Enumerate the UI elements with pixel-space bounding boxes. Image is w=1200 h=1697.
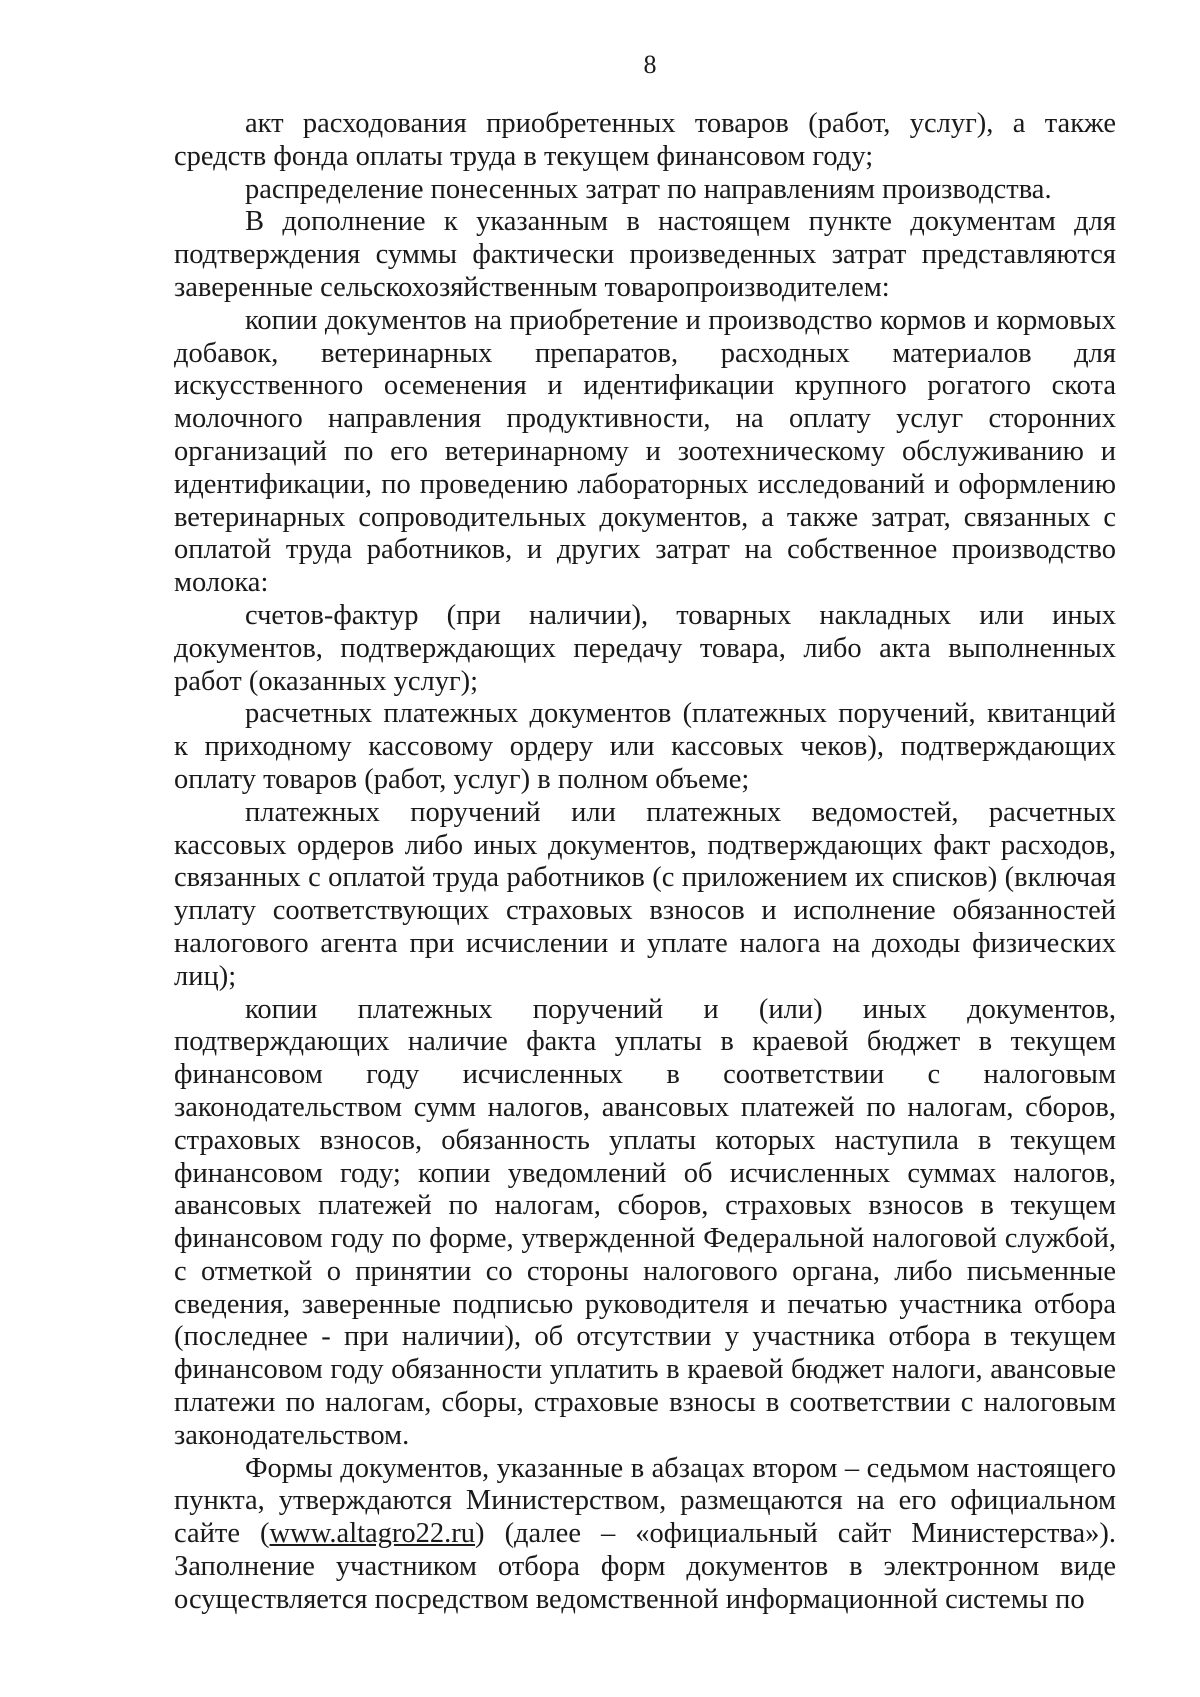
paragraph-payroll-documents: платежных поручений или платежных ведомостей, расчетных кассовых ордеров либо иных документов, подтверждающих факт расходов, связанных с оплатой труда работников (с приложением их списков) (включая уплату соответствующих страховых взносов и исполнение обязанностей налогового агента при исчислении и уплате налога на доходы физических лиц);: [174, 796, 1116, 992]
ministry-website-link[interactable]: www.altagro22.ru: [269, 1518, 476, 1550]
paragraph-cost-distribution: распределение понесенных затрат по направлениям производства.: [245, 173, 1052, 205]
paragraph-document-forms: [174, 1453, 1116, 1617]
paragraph-document-copies: копии документов на приобретение и производство кормов и кормовых добавок, ветеринарных препаратов, расходных материалов для искусственного осеменения и идентификации крупного рогатого скота молочного направления продуктивности, на оплату услуг сторонних организаций по его ветеринарному и зоотехническому обслуживанию и идентификации, по проведению лабораторных исследований и оформлению ветеринарных сопроводительных документов, а также затрат, связанных с оплатой труда работников, и других затрат на собственное производство молока:: [174, 304, 1116, 599]
paragraph-expense-act: акт расходования приобретенных товаров (работ, услуг), а также средств фонда оплаты труда в текущем финансовом году;: [174, 108, 1116, 172]
paragraph-payment-documents: расчетных платежных документов (платежных поручений, квитанций к приходному кассовому ордеру или кассовых чеков), подтверждающих оплату товаров (работ, услуг) в полном объеме;: [174, 698, 1116, 795]
forms-text-before-link: Формы документов, указанные в абзацах втором – седьмом настоящего пункта, утверждаются Министерством, размещаются на его официальном сайте (: [174, 1452, 1116, 1550]
forms-text-after-link: ) (далее – «официальный сайт Министерства»). Заполнение участником отбора форм документов в электронном виде осуществляется посредством ведомственной информационной системы по: [174, 1518, 1116, 1615]
page-number: 8: [643, 50, 657, 79]
paragraph-invoices: счетов-фактур (при наличии), товарных накладных или иных документов, подтверждающих передачу товара, либо акта выполненных работ (оказанных услуг);: [174, 599, 1116, 697]
paragraph-tax-payment-copies: копии платежных поручений и (или) иных документов, подтверждающих наличие факта уплаты в краевой бюджет в текущем финансовом году исчисленных в соответствии с налоговым законодательством сумм налогов, авансовых платежей по налогам, сборов, страховых взносов, обязанность уплаты которых наступила в текущем финансовом году; копии уведомлений об исчисленных суммах налогов, авансовых платежей по налогам, сборов, страховых взносов в текущем финансовом году по форме, утвержденной Федеральной налоговой службой, с отметкой о принятии со стороны налогового органа, либо письменные сведения, заверенные подписью руководителя и печатью участника отбора (последнее - при наличии), об отсутствии у участника отбора в текущем финансовом году обязанности уплатить в краевой бюджет налоги, авансовые платежи по налогам, сборы, страховые взносы в соответствии с налоговым законодательством.: [174, 993, 1116, 1451]
document-body: [174, 108, 1116, 1617]
paragraph-additional-documents: В дополнение к указанным в настоящем пункте документам для подтверждения суммы фактически произведенных затрат представляются заверенные сельскохозяйственным товаропроизводителем:: [174, 206, 1116, 303]
